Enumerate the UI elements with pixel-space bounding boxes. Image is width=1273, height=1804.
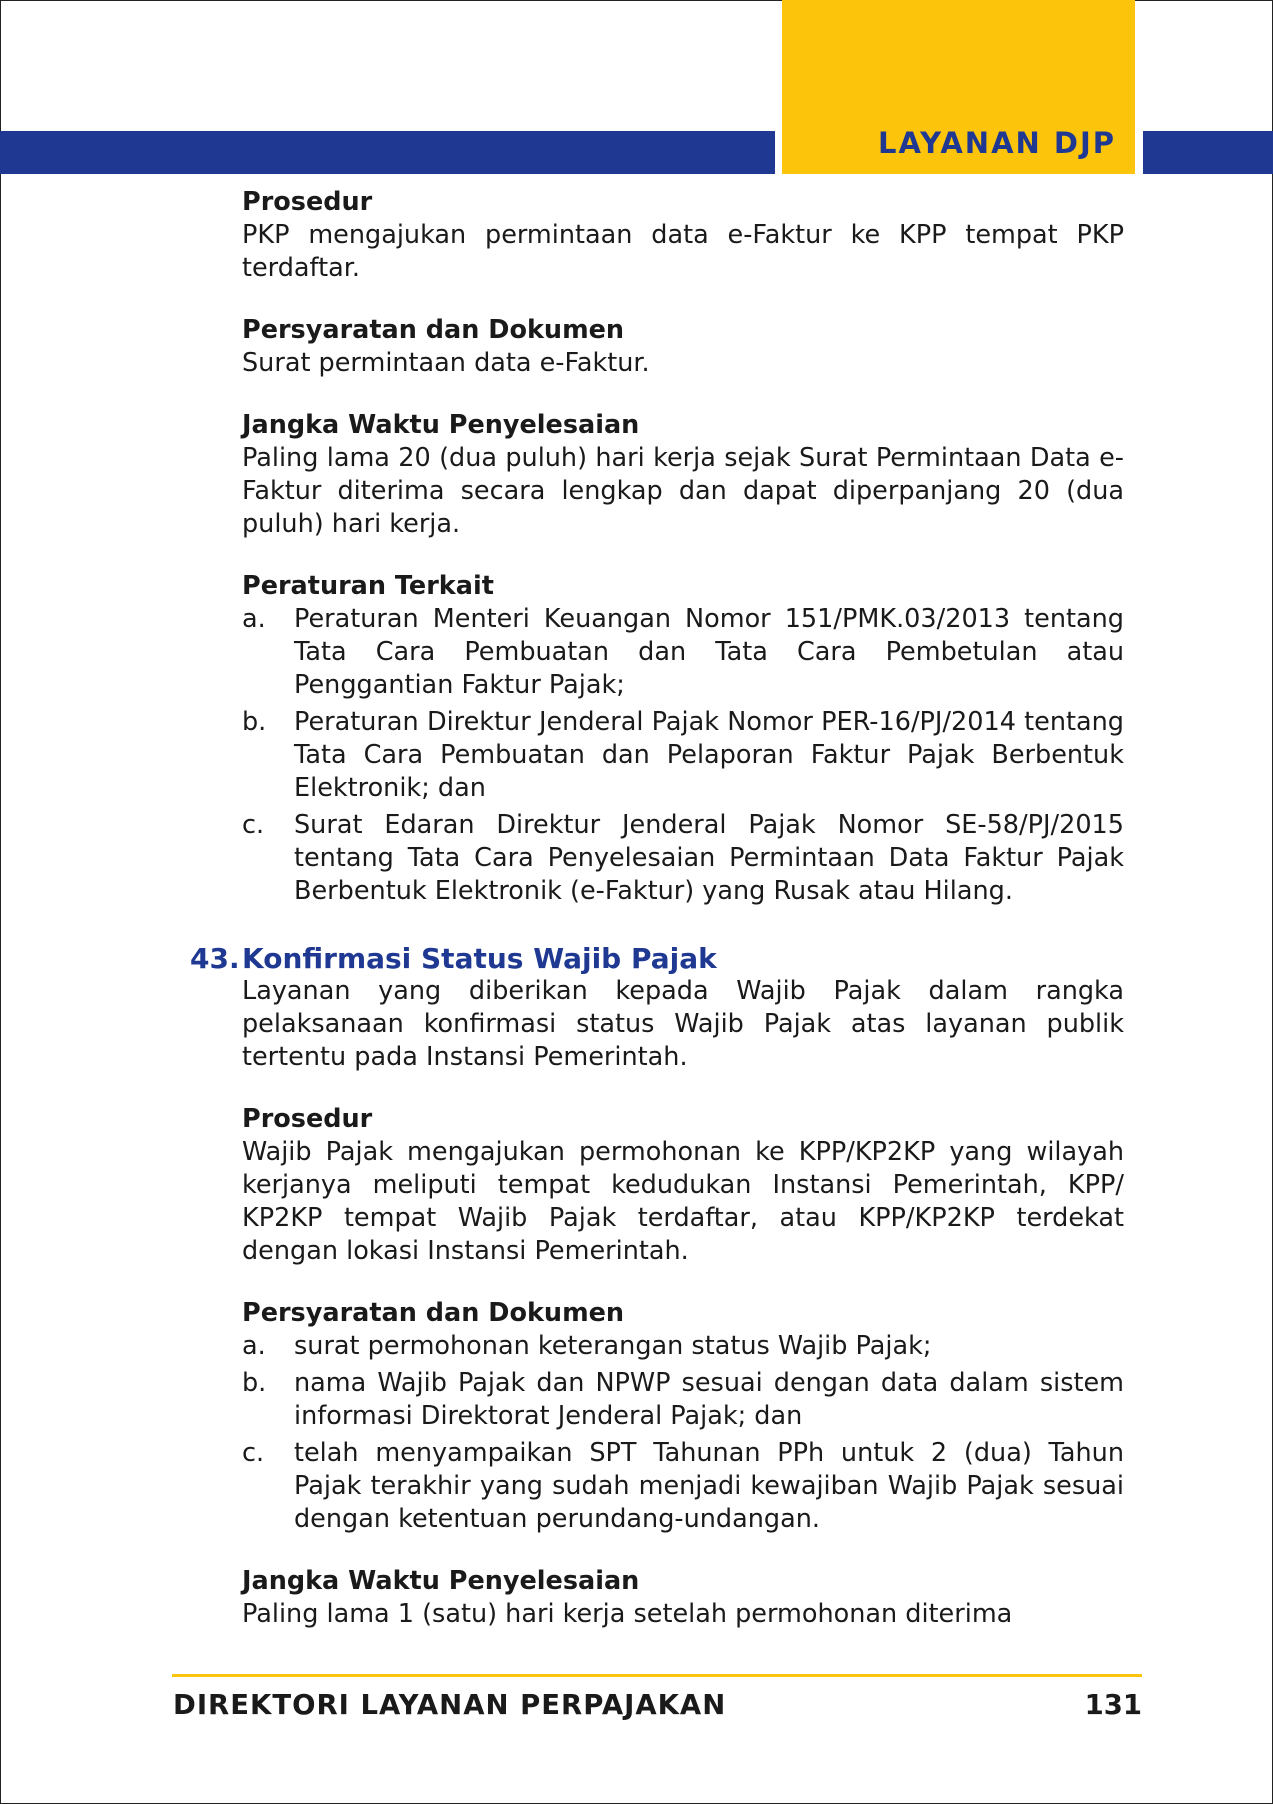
list-marker: c. [242, 1438, 265, 1468]
list-item-text: Surat Edaran Direktur Jenderal Pajak Nomor SE-58/PJ/2015 tentang Tata Cara Penyelesaian Permintaan Data Faktur Pajak Berbentuk Elektronik (e-Faktur) yang Rusak atau Hilang. [294, 810, 1124, 906]
section-number: 43. [190, 942, 240, 975]
list-item [242, 706, 1124, 805]
header-band-right [1143, 131, 1273, 174]
list-item [242, 1330, 1124, 1363]
persyaratan-list [242, 1330, 1124, 1536]
heading-jangka-waktu: Jangka Waktu Penyelesaian [242, 1566, 640, 1596]
heading-jangka-waktu: Jangka Waktu Penyelesaian [242, 410, 640, 440]
heading-peraturan-terkait: Peraturan Terkait [242, 571, 494, 601]
list-marker: c. [242, 810, 265, 840]
list-marker: b. [242, 707, 267, 737]
jangka-waktu-text: Paling lama 1 (satu) hari kerja setelah permohonan diterima [242, 1599, 1013, 1629]
heading-persyaratan: Persyaratan dan Dokumen [242, 315, 625, 345]
persyaratan-text: Surat permintaan data e-Faktur. [242, 348, 650, 378]
section-title: Konfirmasi Status Wajib Pajak [242, 942, 717, 975]
list-item-text: Peraturan Direktur Jenderal Pajak Nomor PER-16/PJ/2014 tentang Tata Cara Pembuatan dan Pelaporan Faktur Pajak Berbentuk Elektronik; dan [294, 707, 1124, 803]
list-item-text: surat permohonan keterangan status Wajib Pajak; [294, 1331, 932, 1361]
header-band-left [0, 131, 775, 174]
page-number: 131 [1084, 1689, 1142, 1721]
prosedur-text: Wajib Pajak mengajukan permohonan ke KPP/KP2KP yang wilayah kerjanya meliputi tempat kedudukan Instansi Pemerintah, KPP/ KP2KP tempat Wajib Pajak terdaftar, atau KPP/KP2KP terdekat dengan lokasi Instansi Pemerintah. [242, 1137, 1124, 1266]
heading-prosedur: Prosedur [242, 187, 373, 217]
section-43 [190, 942, 1124, 975]
list-item-text: nama Wajib Pajak dan NPWP sesuai dengan data dalam sistem informasi Direktorat Jenderal Pajak; dan [294, 1368, 1124, 1431]
list-item-text: Peraturan Menteri Keuangan Nomor 151/PMK.03/2013 tentang Tata Cara Pembuatan dan Tata Cara Pembetulan atau Penggantian Faktur Pajak; [294, 604, 1124, 700]
list-marker: b. [242, 1368, 267, 1398]
list-item [242, 603, 1124, 702]
heading-prosedur: Prosedur [242, 1104, 373, 1134]
list-marker: a. [242, 604, 266, 634]
header-tab-title: LAYANAN DJP [877, 126, 1116, 160]
jangka-waktu-text: Paling lama 20 (dua puluh) hari kerja sejak Surat Permintaan Data e-Faktur diterima secara lengkap dan dapat diperpanjang 20 (dua puluh) hari kerja. [242, 443, 1124, 539]
list-item [242, 1367, 1124, 1433]
footer-title: DIREKTORI LAYANAN PERPAJAKAN [173, 1689, 727, 1721]
list-item [242, 1437, 1124, 1536]
prosedur-text: PKP mengajukan permintaan data e-Faktur ke KPP tempat PKP terdaftar. [242, 220, 1124, 283]
page-content [190, 186, 1124, 1631]
section-intro: Layanan yang diberikan kepada Wajib Pajak dalam rangka pelaksanaan konfirmasi status Wajib Pajak atas layanan publik tertentu pada Instansi Pemerintah. [242, 976, 1124, 1072]
heading-persyaratan: Persyaratan dan Dokumen [242, 1298, 625, 1328]
peraturan-list [242, 603, 1124, 908]
list-item-text: telah menyampaikan SPT Tahunan PPh untuk 2 (dua) Tahun Pajak terakhir yang sudah menjadi kewajiban Wajib Pajak sesuai dengan ketentuan perundang-undangan. [294, 1438, 1124, 1534]
list-marker: a. [242, 1331, 266, 1361]
footer-divider [172, 1674, 1142, 1677]
list-item [242, 809, 1124, 908]
